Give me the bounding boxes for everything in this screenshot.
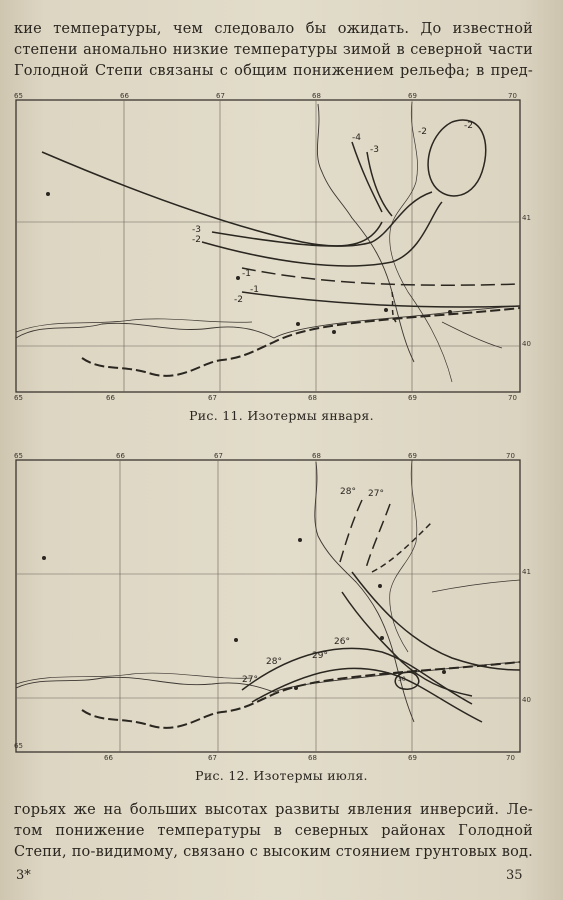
lat-tick: 41 [522,214,531,222]
page-number: 35 [506,868,523,883]
isotherms [42,120,520,307]
rivers [16,102,520,382]
lon-tick: 66 [104,754,113,762]
lon-tick: 69 [408,394,417,402]
lon-tick: 65 [14,394,23,402]
lon-tick: 69 [408,92,417,100]
isotherm-label: 26° [334,637,350,647]
border-line [82,662,520,728]
body-text-line: кие температуры, чем следовало бы ожидать. До известной [14,21,533,37]
stations [42,538,446,690]
isotherm-label: -4 [352,133,361,143]
lon-tick: 68 [312,452,321,460]
isotherm-label: 28° [266,657,282,667]
lon-tick: 66 [116,452,125,460]
lon-tick: 65 [14,92,23,100]
lon-tick: 70 [508,394,517,402]
january-isotherm-map [12,92,534,402]
isotherm-label: -3 [370,145,379,155]
lon-tick: 67 [214,452,223,460]
lon-tick: 67 [216,92,225,100]
body-text-line: степени аномально низкие температуры зимой в северной части [14,42,533,58]
border-line [82,308,520,376]
lon-tick: 67 [208,754,217,762]
grid-lines [16,100,520,392]
isotherm-label: -1 [242,269,251,279]
body-text-line: том понижение температуры в северных районах Голодной [14,823,533,839]
isotherm-label: 27° [368,489,384,499]
lon-tick: 68 [312,92,321,100]
figure-11-caption: Рис. 11. Изотермы января. [189,408,374,423]
isotherm-label: -3 [192,225,201,235]
lat-tick: 40 [522,340,531,348]
body-text-line: Голодной Степи связаны с общим понижением рельефа; в пред- [14,63,533,79]
lon-tick: 70 [506,452,515,460]
lon-tick: 66 [120,92,129,100]
isotherm-label: -1 [250,285,259,295]
lon-tick: 68 [308,754,317,762]
signature-mark: 3* [16,868,31,883]
isotherm-label: -2 [234,295,243,305]
border-line [372,522,432,572]
grid-lines [16,460,520,752]
figure-12-caption: Рис. 12. Изотермы июля. [195,768,368,783]
isotherm-label: -2 [418,127,427,137]
map-frame [16,460,520,752]
lon-tick: 68 [308,394,317,402]
isotherm-label: 28° [340,487,356,497]
lat-tick: 41 [522,568,531,576]
lon-tick: 70 [508,92,517,100]
isotherm-label: -2 [192,235,201,245]
stations [46,192,452,334]
lon-tick: 70 [506,754,515,762]
july-isotherm-map [12,452,534,762]
rivers [16,460,520,722]
isotherm-label: 27° [242,675,258,685]
lon-tick: 69 [408,754,417,762]
lon-tick: 67 [208,394,217,402]
isotherm-label: 30 [398,676,406,683]
body-text-line: Степи, по-видимому, связано с высоким стоянием грунтовых вод. [14,844,533,860]
isotherm-label: -2 [464,121,473,131]
figure-12-map [12,452,534,762]
body-text-line: горьях же на больших высотах развиты явления инверсий. Ле- [14,802,533,818]
lon-tick: 65 [14,742,23,750]
figure-11-map [12,92,534,402]
isotherm-label: 29° [312,651,328,661]
map-frame [16,100,520,392]
lat-tick: 40 [522,696,531,704]
lon-tick: 65 [14,452,23,460]
lon-tick: 66 [106,394,115,402]
lon-tick: 69 [408,452,417,460]
